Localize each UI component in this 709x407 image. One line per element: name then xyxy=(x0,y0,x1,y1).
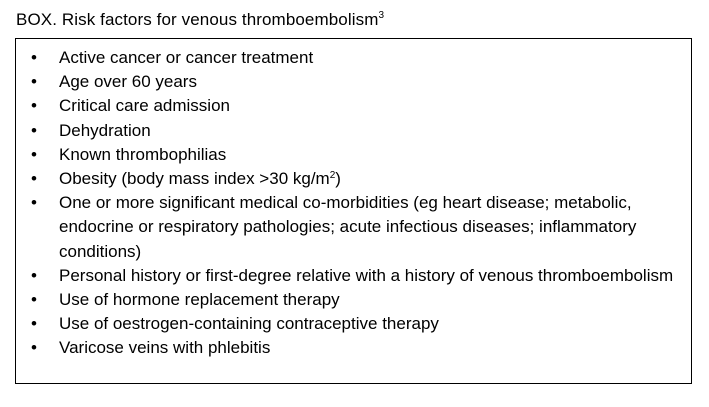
list-item-text: Critical care admission xyxy=(59,96,230,116)
list-item-text: Use of hormone replacement therapy xyxy=(59,290,340,310)
bullet-icon: • xyxy=(31,314,37,334)
bullet-icon: • xyxy=(31,193,37,213)
list-item-text: Personal history or first-degree relative with a history of venous thromboembolism xyxy=(59,265,674,285)
risk-factors-box xyxy=(15,38,692,384)
list-item-text: Use of oestrogen-containing contraceptive therapy xyxy=(59,314,439,334)
squared-superscript: 2 xyxy=(329,170,336,182)
bullet-icon: • xyxy=(31,144,37,164)
list-item xyxy=(16,264,691,288)
bullet-icon: • xyxy=(31,338,37,358)
list-item xyxy=(16,143,691,167)
bullet-icon: • xyxy=(31,120,37,140)
box-title-text: BOX. Risk factors for venous thromboembolism xyxy=(16,10,379,29)
list-item-text: Active cancer or cancer treatment xyxy=(59,48,314,67)
bullet-icon: • xyxy=(31,72,37,92)
list-item-text: Varicose veins with phlebitis xyxy=(59,338,271,358)
bullet-icon: • xyxy=(31,290,37,310)
list-item xyxy=(16,70,691,94)
box-title xyxy=(16,9,384,31)
list-item xyxy=(16,167,691,191)
bullet-icon: • xyxy=(31,48,37,67)
list-item xyxy=(16,191,691,264)
reference-superscript: 3 xyxy=(378,10,385,21)
list-item xyxy=(16,119,691,143)
list-item xyxy=(16,312,691,336)
list-item xyxy=(16,46,691,70)
list-item xyxy=(16,336,691,360)
bullet-icon: • xyxy=(31,96,37,116)
bullet-icon: • xyxy=(31,265,37,285)
list-item-text: Known thrombophilias xyxy=(59,144,227,164)
list-item-text: Dehydration xyxy=(59,120,151,140)
list-item xyxy=(16,94,691,118)
bullet-icon: • xyxy=(31,169,37,189)
list-item-text: Age over 60 years xyxy=(59,72,197,92)
list-item-text-tail: ) xyxy=(335,169,341,189)
list-item xyxy=(16,288,691,312)
risk-factors-list xyxy=(16,46,691,361)
list-item-text: One or more significant medical co-morbidities (eg heart disease; metabolic, endocrine or respiratory pathologies; acute infectious diseases; inflammatory conditions) xyxy=(59,193,637,261)
list-item-text: Obesity (body mass index >30 kg/m xyxy=(59,169,330,189)
